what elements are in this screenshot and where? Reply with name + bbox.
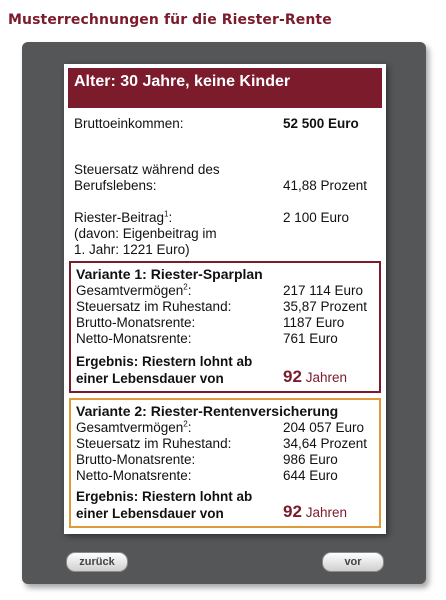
variant-1-gesamt-value: 217 114 Euro	[283, 283, 364, 298]
variant-1-steuer-label: Steuersatz im Ruhestand:	[76, 299, 232, 314]
variant-2-steuer-value: 34,64 Prozent	[283, 436, 368, 451]
steuersatz-value: 41,88 Prozent	[283, 178, 368, 193]
steuersatz-row	[64, 162, 386, 196]
steuersatz-label-line2: Berufslebens:	[74, 178, 157, 193]
steuersatz-label-line1: Steuersatz während des	[74, 162, 220, 177]
back-button[interactable]: zurück	[66, 552, 128, 572]
beitrag-value: 2 100 Euro	[283, 210, 350, 225]
variant-2-box	[69, 398, 381, 528]
beitrag-label-line3: 1. Jahr: 1221 Euro)	[74, 242, 190, 257]
beitrag-label-line2: (davon: Eigenbeitrag im	[74, 226, 217, 241]
variant-2-netto-value: 644 Euro	[283, 468, 338, 483]
variant-2-gesamt-label: Gesamtvermögen$^2$:	[76, 419, 192, 435]
variant-2-years-number: 92	[283, 502, 302, 521]
variant-2-years	[283, 502, 347, 522]
variant-1-gesamt-label: Gesamtvermögen$^2$:	[76, 282, 192, 298]
variant-2-years-unit: Jahren	[305, 505, 347, 520]
variant-1-steuer-value: 35,87 Prozent	[283, 299, 368, 314]
variant-1-netto-value: 761 Euro	[283, 331, 338, 346]
variant-2-result-line2: einer Lebensdauer von	[76, 506, 224, 521]
card-header: Alter: 30 Jahre, keine Kinder	[68, 68, 382, 108]
variant-1-netto-label: Netto-Monatsrente:	[76, 331, 192, 346]
riester-beitrag-row	[64, 210, 386, 260]
variant-1-years-number: 92	[283, 367, 302, 386]
variant-1-years-unit: Jahren	[305, 370, 347, 385]
variant-1-brutto-label: Brutto-Monatsrente:	[76, 315, 196, 330]
bruttoeinkommen-label: Bruttoeinkommen:	[74, 116, 184, 131]
calculation-card	[64, 64, 386, 534]
variant-1-box	[69, 261, 381, 393]
variant-2-netto-label: Netto-Monatsrente:	[76, 468, 192, 483]
variant-1-title: Variante 1: Riester-Sparplan	[76, 266, 263, 282]
variant-1-result-line2: einer Lebensdauer von	[76, 371, 224, 386]
variant-1-years	[283, 367, 347, 387]
next-button[interactable]: vor	[322, 552, 384, 572]
variant-2-brutto-value: 986 Euro	[283, 452, 338, 467]
variant-2-gesamt-value: 204 057 Euro	[283, 420, 365, 435]
variant-2-result-line1: Ergebnis: Riestern lohnt ab	[76, 489, 253, 504]
variant-2-brutto-label: Brutto-Monatsrente:	[76, 452, 196, 467]
variant-2-steuer-label: Steuersatz im Ruhestand:	[76, 436, 232, 451]
variant-1-result-line1: Ergebnis: Riestern lohnt ab	[76, 354, 253, 369]
variant-2-title: Variante 2: Riester-Rentenversicherung	[76, 403, 339, 419]
bruttoeinkommen-value: 52 500 Euro	[283, 116, 359, 131]
page-title: Musterrechnungen für die Riester-Rente	[8, 12, 332, 28]
beitrag-label-line1: Riester-Beitrag$^1$:	[74, 209, 173, 225]
variant-1-brutto-value: 1187 Euro	[283, 315, 345, 330]
